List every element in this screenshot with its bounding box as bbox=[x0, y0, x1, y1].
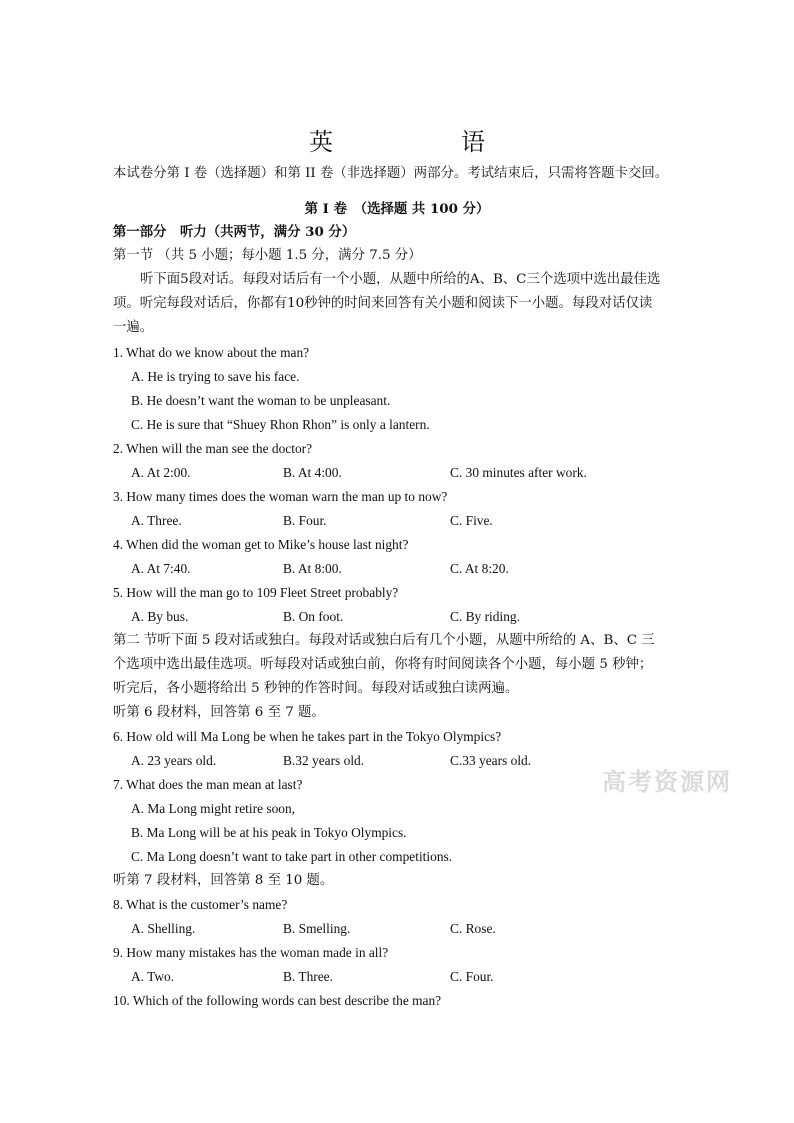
q9-option-b: B. Three. bbox=[283, 969, 333, 984]
section2-instruction-line: 听完后，各小题将给出 5 秒钟的作答时间。每段对话或独白读两遍。 bbox=[113, 681, 519, 696]
q4-option-a: A. At 7:40. bbox=[131, 561, 191, 576]
q7-option-c: C. Ma Long doesn’t want to take part in other competitions. bbox=[131, 849, 453, 864]
q2-option-c: C. 30 minutes after work. bbox=[450, 465, 587, 480]
q6-option-a: A. 23 years old. bbox=[131, 753, 217, 768]
question-9: 9. How many mistakes has the woman made in all? bbox=[113, 945, 389, 960]
q5-option-a: A. By bus. bbox=[131, 609, 189, 624]
question-5: 5. How will the man go to 109 Fleet Street probably? bbox=[113, 585, 399, 600]
q9-option-c: C. Four. bbox=[450, 969, 494, 984]
q6-option-b: B.32 years old. bbox=[283, 753, 365, 768]
question-3: 3. How many times does the woman warn the man up to now? bbox=[113, 489, 448, 504]
section1-heading: 第一节 （共 5 小题；每小题 1.5 分，满分 7.5 分） bbox=[113, 248, 422, 263]
q8-options-row bbox=[131, 920, 691, 938]
question-7: 7. What does the man mean at last? bbox=[113, 777, 303, 792]
question-4: 4. When did the woman get to Mike’s house last night? bbox=[113, 537, 409, 552]
q5-options-row bbox=[131, 608, 691, 626]
q9-option-a: A. Two. bbox=[131, 969, 175, 984]
q3-options-row bbox=[131, 512, 691, 530]
watermark: 高考资源网 bbox=[602, 767, 732, 796]
q4-options-row bbox=[131, 560, 691, 578]
question-2: 2. When will the man see the doctor? bbox=[113, 441, 313, 456]
q8-option-c: C. Rose. bbox=[450, 921, 496, 936]
q4-option-c: C. At 8:20. bbox=[450, 561, 509, 576]
section1-instruction-line: 一遍。 bbox=[113, 320, 154, 335]
material-7-heading: 听第 7 段材料，回答第 8 至 10 题。 bbox=[113, 873, 334, 888]
q1-option-b: B. He doesn’t want the woman to be unpleasant. bbox=[131, 393, 391, 408]
intro-text: 本试卷分第 I 卷（选择题）和第 II 卷（非选择题）两部分。考试结束后，只需将答题卡交回。 bbox=[113, 166, 669, 181]
q6-option-c: C.33 years old. bbox=[450, 753, 532, 768]
section2-instruction-line: 个选项中选出最佳选项。听每段对话或独白前，你将有时间阅读各个小题，每小题 5 秒钟； bbox=[113, 657, 653, 672]
section1-instruction-line: 项。听完每段对话后，你都有10秒钟的时间来回答有关小题和阅读下一小题。每段对话仅读 bbox=[113, 296, 653, 311]
question-6: 6. How old will Ma Long be when he takes part in the Tokyo Olympics? bbox=[113, 729, 502, 744]
material-6-heading: 听第 6 段材料，回答第 6 至 7 题。 bbox=[113, 705, 325, 720]
q3-option-b: B. Four. bbox=[283, 513, 327, 528]
volume-heading: 第 I 卷 （选择题 共 100 分） bbox=[304, 201, 490, 217]
question-8: 8. What is the customer’s name? bbox=[113, 897, 288, 912]
q3-option-c: C. Five. bbox=[450, 513, 493, 528]
q2-option-a: A. At 2:00. bbox=[131, 465, 191, 480]
section2-instruction-line: 第二 节听下面 5 段对话或独白。每段对话或独白后有几个小题，从题中所给的 A、B、C 三 bbox=[113, 633, 655, 648]
part1-heading: 第一部分 听力（共两节，满分 30 分） bbox=[113, 224, 356, 240]
q1-option-c: C. He is sure that “Shuey Rhon Rhon” is only a lantern. bbox=[131, 417, 430, 432]
q4-option-b: B. At 8:00. bbox=[283, 561, 342, 576]
question-10: 10. Which of the following words can best describe the man? bbox=[113, 993, 442, 1008]
q2-options-row bbox=[131, 464, 691, 482]
q5-option-c: C. By riding. bbox=[450, 609, 520, 624]
question-1: 1. What do we know about the man? bbox=[113, 345, 310, 360]
q7-option-b: B. Ma Long will be at his peak in Tokyo Olympics. bbox=[131, 825, 407, 840]
section1-instruction-line: 听下面5段对话。每段对话后有一个小题，从题中所给的A、B、C三个选项中选出最佳选 bbox=[140, 272, 661, 287]
q5-option-b: B. On foot. bbox=[283, 609, 344, 624]
q7-option-a: A. Ma Long might retire soon, bbox=[131, 801, 296, 816]
q1-option-a: A. He is trying to save his face. bbox=[131, 369, 300, 384]
q8-option-a: A. Shelling. bbox=[131, 921, 196, 936]
page-title: 英 语 bbox=[309, 128, 537, 156]
q9-options-row bbox=[131, 968, 691, 986]
q3-option-a: A. Three. bbox=[131, 513, 182, 528]
q2-option-b: B. At 4:00. bbox=[283, 465, 342, 480]
q8-option-b: B. Smelling. bbox=[283, 921, 351, 936]
